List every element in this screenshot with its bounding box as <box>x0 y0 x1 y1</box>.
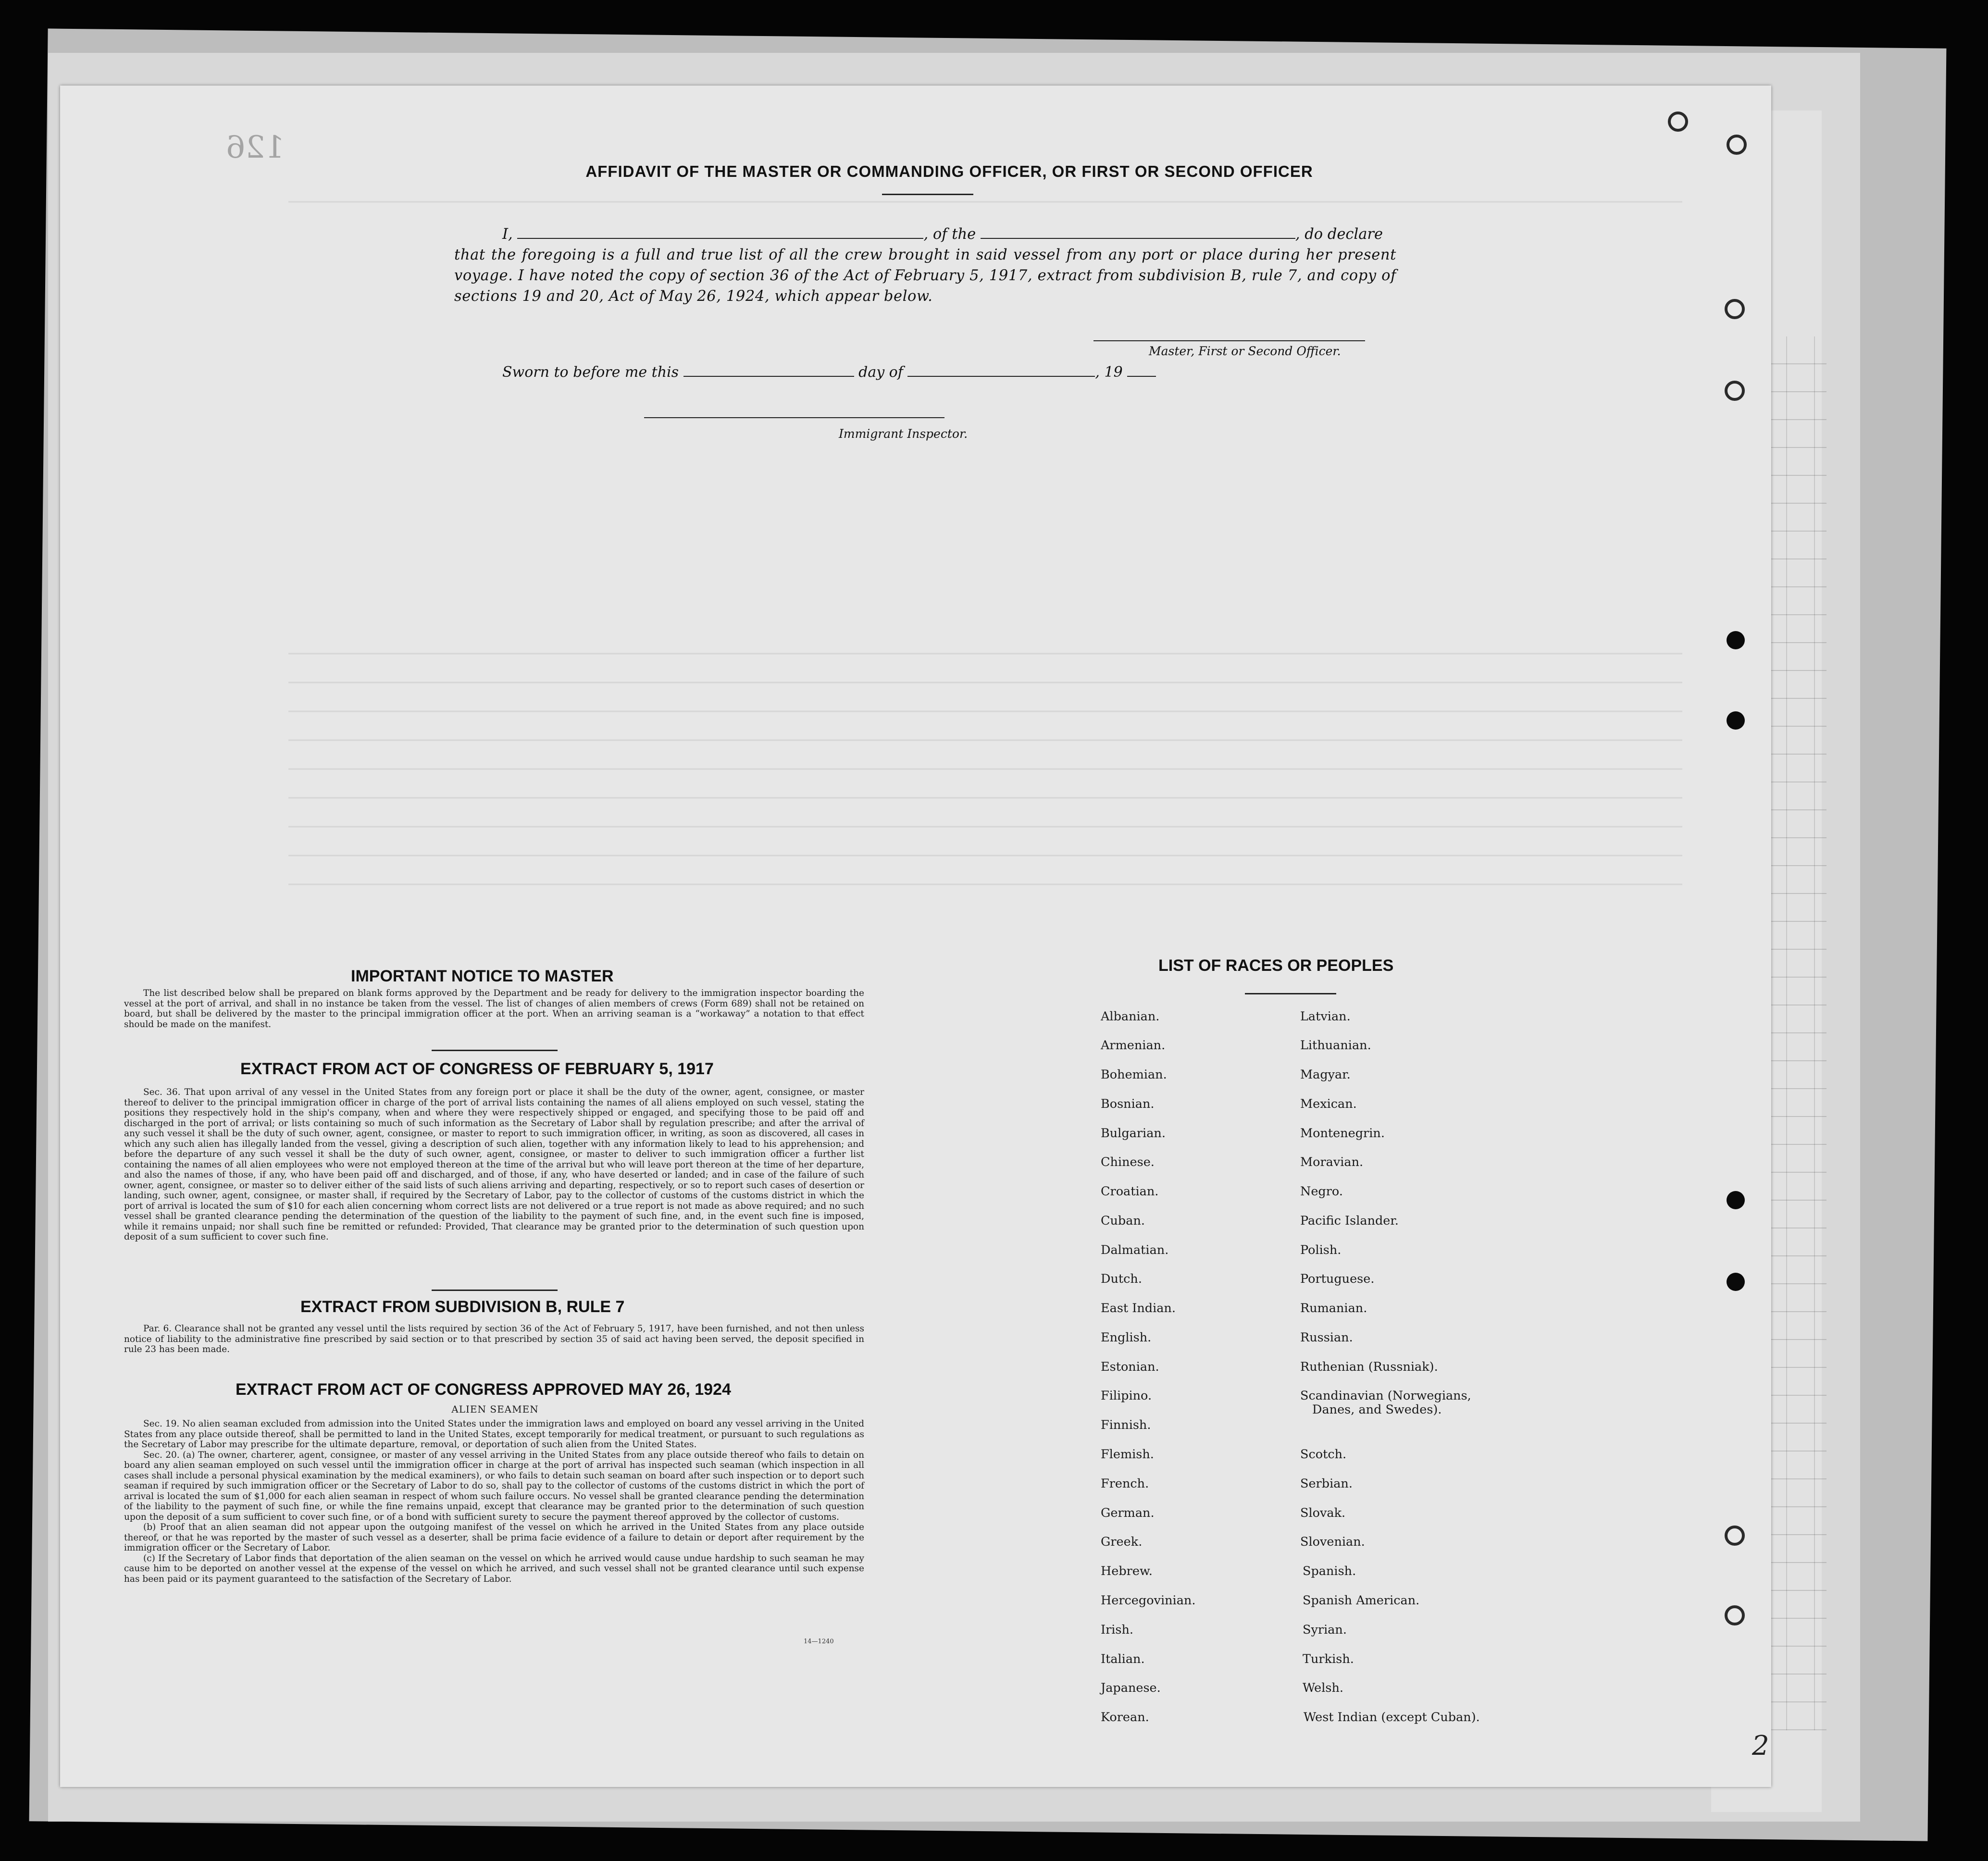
sworn-prefix: Sworn to before me this <box>502 364 679 381</box>
race-item: Latvian. <box>1300 1009 1351 1024</box>
master-signature-caption: Master, First or Second Officer. <box>1149 344 1341 358</box>
binder-hole <box>1727 711 1745 730</box>
race-item: Portuguese. <box>1300 1272 1375 1286</box>
form-number: 14—1240 <box>804 1638 834 1645</box>
affidavit-do-declare: , do declare <box>1295 226 1383 243</box>
race-item: Russian. <box>1300 1330 1353 1345</box>
race-item: Moravian. <box>1300 1155 1364 1169</box>
race-item: Hercegovinian. <box>1101 1593 1196 1608</box>
race-item: Montenegrin. <box>1300 1126 1385 1141</box>
notice-text <box>124 988 864 1030</box>
sworn-day-of: day of <box>858 364 903 381</box>
race-item: Italian. <box>1101 1652 1145 1666</box>
races-title: LIST OF RACES OR PEOPLES <box>1158 956 1394 975</box>
race-item: Korean. <box>1101 1710 1149 1725</box>
race-item: Cuban. <box>1101 1214 1145 1228</box>
paragraph-6-text: Par. 6. Clearance shall not be granted any vessel until the lists required by section 36 of the Act of February 5, 1917, have been furnished, and not then unless notice of liability to the administrative fine prescribed by said section or to that prescribed by section 35 of said act having been served, the deposit specified in rule 23 has been made. <box>124 1324 864 1354</box>
race-item: Finnish. <box>1101 1418 1151 1432</box>
sworn-year: , 19 <box>1095 364 1123 381</box>
race-item: Dalmatian. <box>1101 1243 1169 1257</box>
section-36-text: Sec. 36. That upon arrival of any vessel in the United States from any foreign port or place it shall be the duty of the owner, agent, consignee, or master thereof to deliver to the principal immigration officer in charge of the port of arrival lists containing the names of all aliens employed on such vessel, stating the positions they respectively hold in the ship's company, when and where they were respectively shipped or engaged, and specifying those to be paid off and discharged in the port of arrival; or lists containing so much of such information as the Secretary of Labor shall by regulation prescribe; and after the arrival of any such vessel it shall be the duty of such owner, agent, consignee, or master to report to such immigration officer, in writing, as soon as discovered, all cases in which any such alien has illegally landed from the vessel, giving a description of such alien, together with any information likely to lead to his apprehension; and before the departure of any such vessel it shall be the duty of such owner, agent, consignee, or master to deliver to such immigration officer a further list containing the names of all alien employees who were not employed thereon at the time of the arrival but who will leave port thereon at the time of her departure, and also the names of those, if any, who have been paid off and discharged, and of those, if any, who have deserted or landed; and in case of the failure of such owner, agent, consignee, or master so to deliver either of the said lists of such aliens arriving and departing, respectively, or so to report such cases of desertion or landing, such owner, agent, consignee, or master shall, if required by the Secretary of Labor, pay to the collector of customs of the customs district in which the port of arrival is located the sum of $10 for each alien concerning whom correct lists are not delivered or a true report is not made as above required; and no such vessel shall be granted clearance pending the determination of the question of the liability to the payment of such fine, and, in the event such fine is imposed, while it remains unpaid; nor shall such fine be remitted or refunded: Provided, That clearance may be granted prior to the determination of such question upon deposit of a sum sufficient to cover such fine. <box>124 1087 864 1242</box>
race-item: Slovenian. <box>1300 1535 1365 1549</box>
sworn-day-blank[interactable] <box>683 372 854 377</box>
section-19-text: Sec. 19. No alien seaman excluded from admission into the United States under the immigration laws and employed on board any vessel arriving in the United States from any place outside thereof, shall be permitted to land in the United States, except temporarily for medical treatment, or pursuant to such regulations as the Secretary of Labor may prescribe for the ultimate departure, removal, or deportation of such alien from the United States. <box>124 1419 864 1450</box>
extract-1917-title: EXTRACT FROM ACT OF CONGRESS OF FEBRUARY 5, 1917 <box>240 1060 714 1078</box>
race-item: Irish. <box>1101 1623 1134 1637</box>
sworn-year-blank[interactable] <box>1127 372 1156 377</box>
race-item: Magyar. <box>1300 1067 1351 1082</box>
extract-1924-text <box>124 1419 864 1584</box>
race-item: Flemish. <box>1101 1447 1154 1462</box>
binder-hole <box>1725 1605 1745 1625</box>
race-item: Turkish. <box>1303 1652 1354 1666</box>
races-title-underline <box>1245 993 1336 994</box>
binder-hole <box>1727 1191 1745 1209</box>
section-20c-text: (c) If the Secretary of Labor finds that deportation of the alien seaman on the vessel on which he arrived would cause undue hardship to such seaman he may cause him to be deported on another vessel at the expense of the vessel on which he arrived, and such vessel shall not be granted clearance until such expense has been paid or its payment guaranteed to the satisfaction of the Secretary of Labor. <box>124 1553 864 1584</box>
race-item: East Indian. <box>1101 1301 1176 1315</box>
race-item: Estonian. <box>1101 1360 1159 1374</box>
binder-hole <box>1725 299 1745 319</box>
alien-seamen-subtitle: ALIEN SEAMEN <box>451 1403 539 1415</box>
binder-hole <box>1725 1526 1745 1546</box>
extract-rule7-text <box>124 1324 864 1355</box>
section-divider <box>432 1290 558 1291</box>
affidavit-body-text: that the foregoing is a full and true list of all the crew brought in said vessel from any port or place during her present voyage. I have noted the copy of section 36 of the Act of February 5, 1917, extract from subdivision B, rule 7, and copy of sections 19 and 20, Act of May 26, 1924, which appear below. <box>454 247 1396 305</box>
race-item: Armenian. <box>1101 1038 1166 1053</box>
vessel-blank[interactable] <box>981 234 1295 239</box>
race-item: Scandinavian (Norwegians, <box>1300 1389 1471 1403</box>
binder-hole <box>1727 1273 1745 1291</box>
affidavit-i: I, <box>502 226 513 243</box>
notice-title: IMPORTANT NOTICE TO MASTER <box>351 967 614 985</box>
binder-hole <box>1727 631 1745 649</box>
affidavit-title: AFFIDAVIT OF THE MASTER OR COMMANDING OFFICER, OR FIRST OR SECOND OFFICER <box>585 162 1313 180</box>
inspector-signature-caption: Immigrant Inspector. <box>839 427 968 441</box>
section-20a-text: Sec. 20. (a) The owner, charterer, agent, consignee, or master of any vessel arriving in the United States from any place outside thereof who fails to detain on board any alien seaman employed on such vessel until the immigration officer in charge at the port of arrival has inspected such seaman (which inspection in all cases shall include a personal physical examination by the medical examiners), or who fails to detain such seaman on board after such inspection or to deport such seaman if required by such immigration officer or the Secretary of Labor to do so, shall pay to the collector of customs of the customs district in which the port of arrival is located the sum of $1,000 for each alien seaman in respect of whom such failure occurs. No vessel shall be granted clearance pending the determination of the liability to the payment of such fine, or while the fine remains unpaid, except that clearance may be granted prior to the determination of such question upon the deposit of a sum sufficient to cover such fine, or of a bond with sufficient surety to secure the payment thereof approved by the collector of customs. <box>124 1450 864 1522</box>
race-item: Bulgarian. <box>1101 1126 1166 1141</box>
race-item: Chinese. <box>1101 1155 1155 1169</box>
race-item: Croatian. <box>1101 1184 1159 1199</box>
race-item: Slovak. <box>1300 1506 1346 1520</box>
race-item: Filipino. <box>1101 1389 1152 1403</box>
sworn-line <box>502 364 1156 381</box>
race-item: Scotch. <box>1300 1447 1347 1462</box>
extract-1917-text <box>124 1087 864 1242</box>
name-blank[interactable] <box>517 234 923 239</box>
binder-hole <box>1725 381 1745 401</box>
race-item: Danes, and Swedes). <box>1312 1402 1442 1417</box>
race-item: Greek. <box>1101 1535 1143 1549</box>
sworn-month-blank[interactable] <box>907 372 1095 377</box>
race-item: Bohemian. <box>1101 1067 1167 1082</box>
race-item: Japanese. <box>1101 1681 1161 1695</box>
extract-1924-title: EXTRACT FROM ACT OF CONGRESS APPROVED MAY 26, 1924 <box>236 1380 731 1399</box>
affidavit-of-the: , of the <box>923 226 976 243</box>
race-item: Spanish. <box>1303 1564 1356 1578</box>
master-signature-line[interactable] <box>1093 340 1365 341</box>
race-item: French. <box>1101 1476 1149 1491</box>
section-divider <box>432 1050 558 1051</box>
race-item: Polish. <box>1300 1243 1342 1257</box>
race-item: Dutch. <box>1101 1272 1142 1286</box>
race-item: West Indian (except Cuban). <box>1304 1710 1480 1725</box>
binder-hole <box>1727 135 1747 155</box>
race-item: Spanish American. <box>1303 1593 1420 1608</box>
race-item: Albanian. <box>1101 1009 1160 1024</box>
page-number-bleedthrough: 126 <box>226 130 285 165</box>
race-item: Lithuanian. <box>1300 1038 1371 1053</box>
race-item: Welsh. <box>1303 1681 1343 1695</box>
extract-rule7-title: EXTRACT FROM SUBDIVISION B, RULE 7 <box>300 1298 625 1316</box>
section-20b-text: (b) Proof that an alien seaman did not appear upon the outgoing manifest of the vessel on which he arrived in the United States from any place outside thereof, or that he was reported by the master of such vessel as a deserter, shall be prima facie evidence of a failure to detain or deport after requirement by the immigration officer or the Secretary of Labor. <box>124 1522 864 1553</box>
race-item: Bosnian. <box>1101 1097 1155 1111</box>
inspector-signature-line[interactable] <box>644 417 944 418</box>
race-item: Mexican. <box>1300 1097 1357 1111</box>
handwritten-mark: 2 <box>1752 1730 1769 1762</box>
race-item: English. <box>1101 1330 1152 1345</box>
title-underline <box>882 194 973 195</box>
race-item: Negro. <box>1300 1184 1343 1199</box>
race-item: Rumanian. <box>1300 1301 1367 1315</box>
notice-paragraph: The list described below shall be prepared on blank forms approved by the Department and be ready for delivery to the immigration inspector boarding the vessel at the port of arrival, and shall in no instance be taken from the vessel. The list of changes of alien members of crews (Form 689) shall not be retained on board, but shall be delivered by the master to the principal immigration officer at the port. When an arriving seaman is a “workaway” a notation to that effect should be made on the manifest. <box>124 988 864 1030</box>
race-item: Ruthenian (Russniak). <box>1300 1360 1438 1374</box>
affidavit-first-line <box>454 224 1396 245</box>
race-item: Hebrew. <box>1101 1564 1153 1578</box>
race-item: Syrian. <box>1303 1623 1347 1637</box>
affidavit-declaration <box>454 224 1396 307</box>
binder-hole <box>1668 112 1688 132</box>
race-item: German. <box>1101 1506 1155 1520</box>
race-item: Serbian. <box>1300 1476 1353 1491</box>
race-item: Pacific Islander. <box>1300 1214 1399 1228</box>
